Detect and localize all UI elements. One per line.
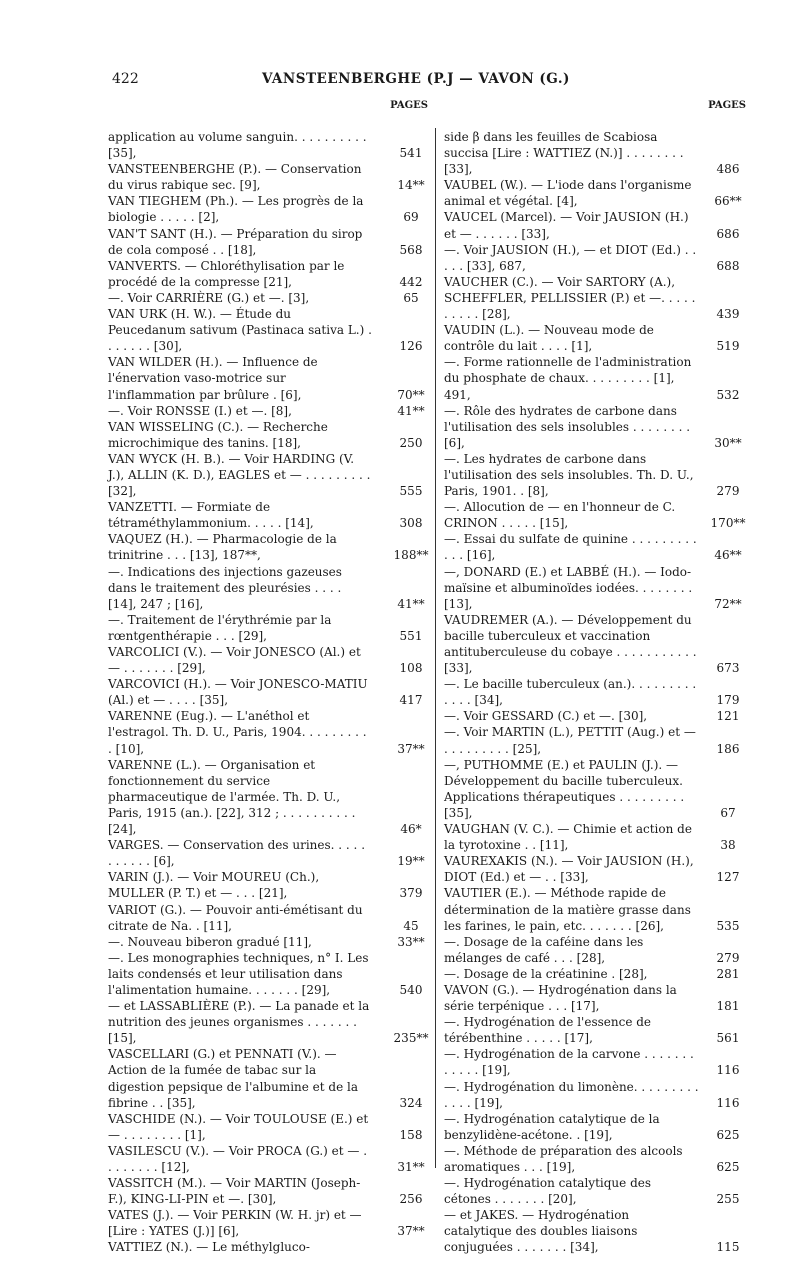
entry-page: 561 xyxy=(716,1031,740,1046)
index-entry xyxy=(108,499,430,531)
index-entry xyxy=(108,837,430,869)
entry-page: 127 xyxy=(716,870,740,885)
entry-text: VASCHIDE (N.). — Voir TOULOUSE (E.) et — . . . . . . . . [1], xyxy=(108,1111,369,1142)
entry-text: —. Traitement de l'érythrémie par la rœntgenthérapie . . . [29], xyxy=(108,612,332,643)
entry-text: —. Rôle des hydrates de carbone dans l'utilisation des sels insolubles . . . . . . . . [6], xyxy=(444,403,691,450)
index-entry xyxy=(108,612,430,644)
index-entry xyxy=(108,934,430,950)
page-number: 422 xyxy=(112,71,139,87)
index-entry xyxy=(108,419,430,451)
pages-header-right: PAGES xyxy=(708,100,746,111)
index-entry xyxy=(108,708,430,756)
entry-text: VAUREXAKIS (N.). — Voir JAUSION (H.), DIOT (Ed.) et — . . [33], xyxy=(444,854,694,885)
index-entry xyxy=(444,934,746,966)
entry-page: 279 xyxy=(716,484,740,499)
entry-page: 65 xyxy=(403,290,419,305)
entry-page: 170** xyxy=(710,516,746,531)
entry-text: VAUCHER (C.). — Voir SARTORY (A.), SCHEFFLER, PELLISSIER (P.) et —. . . . . . . . . . [28], xyxy=(444,274,696,322)
entry-page: 70** xyxy=(397,387,425,402)
entry-page: 121 xyxy=(716,709,740,724)
index-entry xyxy=(444,274,746,322)
index-entry xyxy=(444,612,746,676)
entry-text: VANSTEENBERGHE (P.). — Conservation du virus rabique sec. [9], xyxy=(108,162,362,193)
entry-page: 37** xyxy=(397,741,425,756)
index-entry xyxy=(444,853,746,885)
entry-page: 116 xyxy=(716,1095,740,1110)
entry-text: —. Hydrogénation catalytique de la benzylidène-acétone. . [19], xyxy=(444,1111,660,1142)
index-entry xyxy=(444,1207,746,1255)
index-entry xyxy=(444,403,746,451)
entry-page: 439 xyxy=(716,307,740,322)
column-divider xyxy=(435,128,436,1168)
entry-page: 540 xyxy=(399,982,423,997)
index-entry xyxy=(444,724,746,756)
entry-text: VAUDIN (L.). — Nouveau mode de contrôle du lait . . . . [1], xyxy=(444,323,654,354)
entry-page: 19** xyxy=(397,854,425,869)
index-entry xyxy=(108,869,430,901)
entry-text: —. Forme rationnelle de l'administration du phosphate de chaux. . . . . . . . . [1], 491, xyxy=(444,355,692,402)
entry-text: VAQUEZ (H.). — Pharmacologie de la trinitrine . . . [13], 187**, xyxy=(108,532,337,563)
index-entry xyxy=(108,676,430,708)
index-entry xyxy=(108,1046,430,1110)
index-entry xyxy=(444,499,746,531)
entry-text: —. Hydrogénation de l'essence de térébenthine . . . . . [17], xyxy=(444,1015,652,1046)
entry-page: 255 xyxy=(716,1192,740,1207)
index-entry xyxy=(108,1111,430,1143)
entry-text: VAN WILDER (H.). — Influence de l'énervation vaso-motrice sur l'inflammation par brûlure . [6], xyxy=(108,355,318,402)
index-entry xyxy=(108,129,430,161)
index-entry xyxy=(444,129,746,177)
entry-text: VARIN (J.). — Voir MOUREU (Ch.), MULLER (P. T.) et — . . . [21], xyxy=(108,870,320,901)
entry-page: 181 xyxy=(716,999,740,1014)
entry-text: VASSITCH (M.). — Voir MARTIN (Joseph-F.), KING-LI-PIN et —. [30], xyxy=(108,1176,361,1207)
entry-text: —. Les monographies techniques, n° I. Les laits condensés et leur utilisation dans l'alimentation humaine. . . . . . . [29], xyxy=(108,950,369,997)
entry-text: side β dans les feuilles de Scabiosa succisa [Lire : WATTIEZ (N.)] . . . . . . . . [33], xyxy=(444,130,684,177)
entry-page: 186 xyxy=(716,741,740,756)
index-entry xyxy=(108,1207,430,1239)
index-entry xyxy=(108,306,430,354)
entry-text: —. Voir RONSSE (I.) et —. [8], xyxy=(108,403,292,418)
index-entry xyxy=(444,1046,746,1078)
index-entry xyxy=(444,1014,746,1046)
entry-page: 535 xyxy=(716,918,740,933)
entry-page: 625 xyxy=(716,1160,740,1174)
entry-text: VARGES. — Conservation des urines. . . . . . . . . . . [6], xyxy=(108,838,366,869)
entry-text: VAN WISSELING (C.). — Recherche microchimique des tanins. [18], xyxy=(108,419,328,450)
index-entry xyxy=(444,451,746,499)
entry-page: 67 xyxy=(720,805,736,820)
index-entry xyxy=(108,258,430,290)
entry-text: —. Voir MARTIN (L.), PETTIT (Aug.) et — . . . . . . . . . [25], xyxy=(444,725,696,756)
index-entry xyxy=(108,354,430,402)
entry-page: 41** xyxy=(397,596,425,611)
index-entry xyxy=(444,531,746,563)
index-entry xyxy=(108,644,430,676)
entry-page: 179 xyxy=(716,693,740,708)
entry-text: VAUGHAN (V. C.). — Chimie et action de la tyrotoxine . . [11], xyxy=(444,822,692,853)
entry-page: 256 xyxy=(399,1192,423,1207)
entry-text: —. Hydrogénation catalytique des cétones . . . . . . . [20], xyxy=(444,1176,652,1207)
entry-page: 379 xyxy=(399,886,423,901)
entry-text: VANZETTI. — Formiate de tétraméthylammonium. . . . . [14], xyxy=(108,500,314,531)
index-entry xyxy=(108,902,430,934)
entry-text: VAN TIEGHEM (Ph.). — Les progrès de la biologie . . . . . [2], xyxy=(108,194,364,225)
entry-text: VATES (J.). — Voir PERKIN (W. H. jr) et — [Lire : YATES (J.)] [6], xyxy=(108,1208,362,1239)
entry-text: VAN'T SANT (H.). — Préparation du sirop de cola composé . . [18], xyxy=(108,226,363,257)
index-entry xyxy=(108,950,430,998)
index-entry xyxy=(444,177,746,209)
entry-page: 46** xyxy=(714,548,742,563)
entry-text: VAVON (G.). — Hydrogénation dans la série terpénique . . . [17], xyxy=(444,982,677,1014)
entry-page: 673 xyxy=(716,661,740,676)
index-entry xyxy=(444,708,746,724)
entry-page: 686 xyxy=(716,226,740,241)
entry-page: 279 xyxy=(716,950,740,965)
entry-text: —. Voir GESSARD (C.) et —. [30], xyxy=(444,709,648,724)
entry-page: 555 xyxy=(399,484,423,499)
index-entry xyxy=(444,564,746,612)
entry-text: —. Hydrogénation de la carvone . . . . . . . . . . . . [19], xyxy=(444,1047,694,1078)
entry-page: 31** xyxy=(397,1160,425,1174)
index-entry xyxy=(444,1175,746,1207)
entry-text: —. Voir CARRIÈRE (G.) et —. [3], xyxy=(108,290,310,305)
index-entry xyxy=(108,564,430,612)
entry-page: 568 xyxy=(399,242,423,257)
entry-text: —. Indications des injections gazeuses dans le traitement des pleurésies . . . . [14], 247 ; [16], xyxy=(108,564,342,611)
index-entry xyxy=(444,242,746,274)
entry-text: VATTIEZ (N.). — Le méthylgluco- xyxy=(108,1240,310,1255)
entry-page: 38 xyxy=(720,838,736,853)
entry-text: —. Nouveau biberon gradué [11], xyxy=(108,934,312,949)
entry-page: 66** xyxy=(714,194,742,209)
index-entry xyxy=(444,354,746,402)
entry-text: —. Les hydrates de carbone dans l'utilisation des sels insolubles. Th. D. U., Paris, 1901. . [8], xyxy=(444,451,694,499)
entry-page: 46* xyxy=(400,822,422,837)
index-entry xyxy=(444,966,746,982)
right-entries xyxy=(444,129,746,1256)
entry-page: 188** xyxy=(393,548,429,563)
entry-text: —. Méthode de préparation des alcools aromatiques . . . [19], xyxy=(444,1143,683,1174)
entry-page: 41** xyxy=(397,403,425,418)
index-entry xyxy=(108,290,430,306)
entry-text: —. Hydrogénation du limonène. . . . . . . . . . . . . [19], xyxy=(444,1079,699,1110)
entry-text: VARENNE (Eug.). — L'anéthol et l'estragol. Th. D. U., Paris, 1904. . . . . . . . . . [10], xyxy=(108,709,367,756)
index-entry xyxy=(444,757,746,821)
entry-page: 115 xyxy=(716,1240,740,1255)
index-entry xyxy=(444,209,746,241)
index-entry xyxy=(108,1143,430,1175)
index-entry xyxy=(444,885,746,933)
index-entry xyxy=(444,676,746,708)
entry-text: VASILESCU (V.). — Voir PROCA (G.) et — . . . . . . . . [12], xyxy=(108,1143,368,1174)
index-entry xyxy=(108,757,430,837)
entry-text: —. Le bacille tuberculeux (an.). . . . . . . . . . . . . [34], xyxy=(444,677,697,708)
entry-text: VAUBEL (W.). — L'iode dans l'organisme animal et végétal. [4], xyxy=(444,178,692,209)
left-column xyxy=(108,100,430,1256)
entry-text: VAN URK (H. W.). — Étude du Peucedanum sativum (Pastinaca sativa L.) . . . . . . . [30], xyxy=(108,307,372,354)
entry-text: VARCOVICI (H.). — Voir JONESCO-MATIU (Al.) et — . . . . [35], xyxy=(108,677,368,708)
entry-text: VANVERTS. — Chloréthylisation par le procédé de la compresse [21], xyxy=(108,258,345,289)
index-entry xyxy=(108,226,430,258)
entry-text: VAUCEL (Marcel). — Voir JAUSION (H.) et — . . . . . . [33], xyxy=(444,210,689,241)
index-entry xyxy=(444,322,746,354)
index-entry xyxy=(444,982,746,1014)
entry-text: —, PUTHOMME (E.) et PAULIN (J.). — Développement du bacille tuberculeux. Applications thérapeutiques . . . . . . . . . [35], xyxy=(444,757,685,820)
entry-page: 281 xyxy=(716,966,740,981)
entry-page: 625 xyxy=(716,1127,740,1142)
index-entry xyxy=(108,403,430,419)
entry-page: 541 xyxy=(399,146,423,161)
entry-page: 72** xyxy=(714,596,742,611)
entry-page: 519 xyxy=(716,339,740,354)
entry-page: 30** xyxy=(714,435,742,450)
entry-text: —. Dosage de la caféine dans les mélanges de café . . . [28], xyxy=(444,934,644,965)
entry-text: VARIOT (G.). — Pouvoir anti-émétisant du citrate de Na. . [11], xyxy=(108,902,363,933)
index-entry xyxy=(108,1239,430,1255)
entry-text: VAUTIER (E.). — Méthode rapide de détermination de la matière grasse dans les farines, le pain, etc. . . . . . . [26], xyxy=(444,886,691,933)
entry-text: VAUDREMER (A.). — Développement du bacille tuberculeux et vaccination antituberculeuse du cobaye . . . . . . . . . . . [33], xyxy=(444,612,697,676)
entry-page: 417 xyxy=(399,693,423,708)
entry-text: —. Allocution de — en l'honneur de C. CRINON . . . . . [15], xyxy=(444,500,676,531)
entry-page: 45 xyxy=(403,918,419,933)
entry-page: 116 xyxy=(716,1063,740,1078)
entry-page: 235** xyxy=(393,1031,429,1046)
index-entry xyxy=(108,531,430,563)
entry-page: 69 xyxy=(403,210,419,225)
index-entry xyxy=(444,1111,746,1143)
index-entry xyxy=(444,1079,746,1111)
entry-page: 308 xyxy=(399,516,423,531)
entry-page: 688 xyxy=(716,258,740,273)
entry-page: 486 xyxy=(716,162,740,177)
entry-text: VAN WYCK (H. B.). — Voir HARDING (V. J.), ALLIN (K. D.), EAGLES et — . . . . . . . . . [32], xyxy=(108,451,371,499)
entry-text: —, DONARD (E.) et LABBÉ (H.). — Iodo-maïsine et albuminoïdes iodées. . . . . . . . [13], xyxy=(444,564,693,611)
entry-page: 551 xyxy=(399,628,423,643)
index-entry xyxy=(444,821,746,853)
entry-text: application au volume sanguin. . . . . . . . . . [35], xyxy=(108,130,367,161)
index-entry xyxy=(108,161,430,193)
entry-page: 33** xyxy=(397,934,425,949)
entry-page: 158 xyxy=(399,1127,423,1142)
entry-text: VARCOLICI (V.). — Voir JONESCO (Al.) et — . . . . . . . [29], xyxy=(108,645,361,676)
entry-page: 442 xyxy=(399,274,423,289)
entry-text: —. Dosage de la créatinine . [28], xyxy=(444,966,648,981)
entry-page: 37** xyxy=(397,1224,425,1239)
entry-page: 532 xyxy=(716,387,740,402)
entry-text: — et LASSABLIÈRE (P.). — La panade et la nutrition des jeunes organismes . . . . . . . [15], xyxy=(108,999,370,1046)
pages-header-left: PAGES xyxy=(390,100,428,111)
entry-text: — et JAKES. — Hydrogénation catalytique des doubles liaisons conjuguées . . . . . . . [34], xyxy=(444,1208,638,1255)
index-entry xyxy=(108,1175,430,1207)
entry-text: VARENNE (L.). — Organisation et fonctionnement du service pharmaceutique de l'armée. Th. D. U., Paris, 1915 (an.). [22], 312 ; . . . . . . . . . . [24], xyxy=(108,757,356,837)
entry-text: —. Essai du sulfate de quinine . . . . . . . . . . . . [16], xyxy=(444,532,697,563)
entry-page: 14** xyxy=(397,178,425,193)
index-entry xyxy=(108,451,430,499)
entry-text: VASCELLARI (G.) et PENNATI (V.). — Action de la fumée de tabac sur la digestion pepsique de l'albumine et de la fibrine . . [35], xyxy=(108,1047,359,1110)
entry-page: 126 xyxy=(399,339,423,354)
index-entry xyxy=(108,193,430,225)
entry-page: 108 xyxy=(399,661,423,676)
index-entry xyxy=(444,1143,746,1175)
index-entry xyxy=(108,998,430,1046)
running-header: VANSTEENBERGHE (P.J — VAVON (G.) xyxy=(262,71,570,87)
right-column xyxy=(444,100,746,1256)
entry-page: 324 xyxy=(399,1095,423,1110)
entry-text: —. Voir JAUSION (H.), — et DIOT (Ed.) . . . . . [33], 687, xyxy=(444,242,697,273)
left-entries xyxy=(108,129,430,1256)
entry-page: 250 xyxy=(399,435,423,450)
